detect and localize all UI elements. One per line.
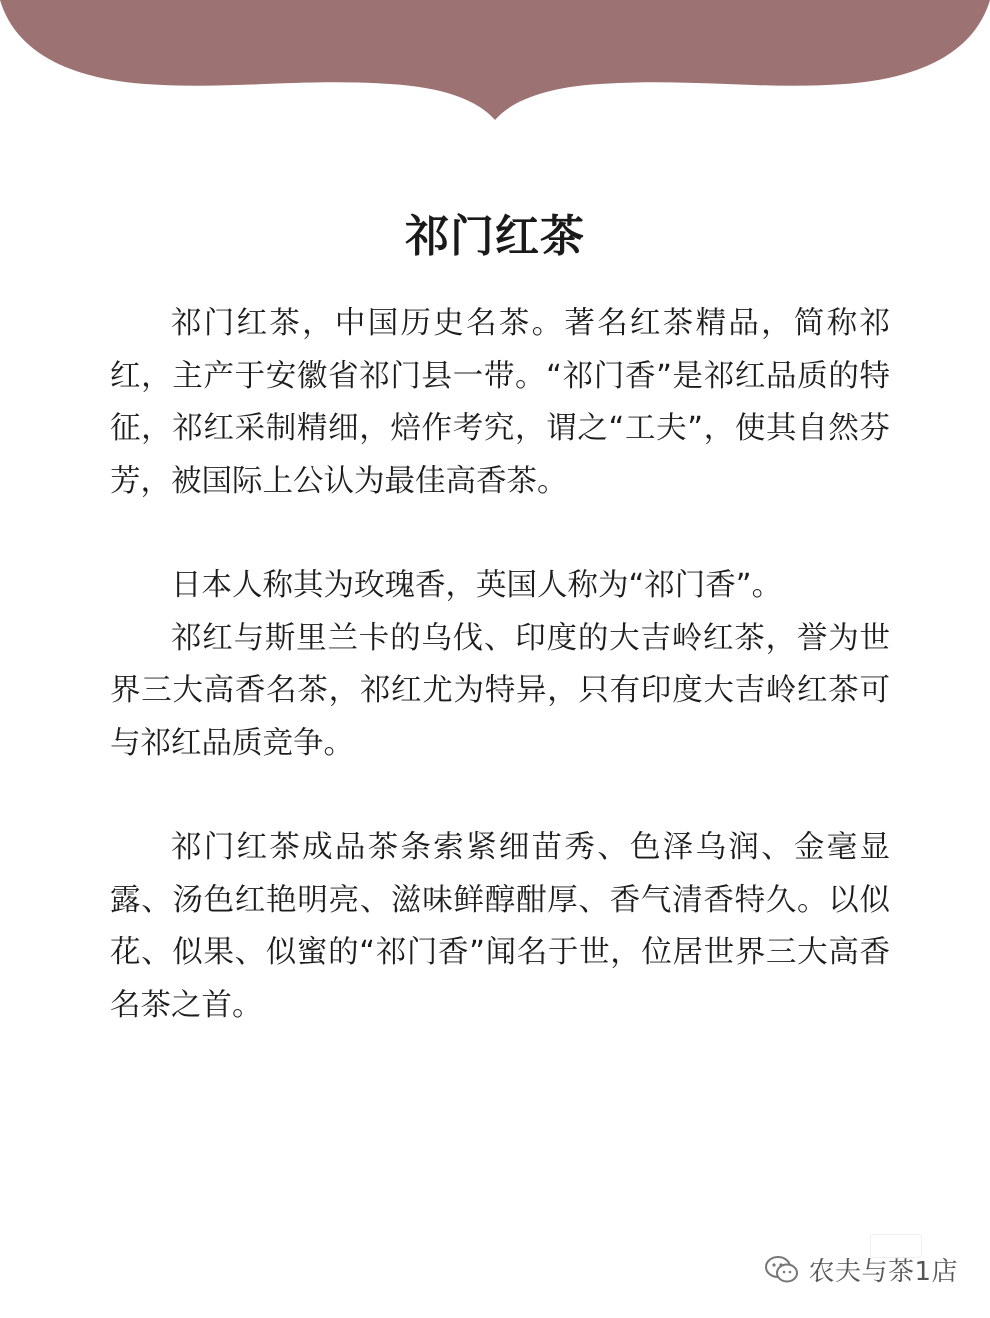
- article-title: 祁门红茶: [405, 211, 585, 263]
- paragraph-rose-fragrance: 日本人称其为玫瑰香，英国人称为“祁门香”。: [171, 568, 783, 603]
- watermark: [764, 1251, 958, 1288]
- paragraph-intro: 祁门红茶，中国历史名茶。著名红茶精品，简称祁红，主产于安徽省祁门县一带。“祁门香”是祁红品质的特征，祁红采制精细，焙作考究，谓之“工夫”，使其自然芬芳，被国际上公认为最佳高香茶。: [110, 306, 890, 499]
- wechat-icon: [764, 1255, 800, 1285]
- header-decoration: [0, 0, 990, 120]
- watermark-text: 农夫与茶1店: [808, 1257, 958, 1287]
- paragraph-world-teas: 祁红与斯里兰卡的乌伐、印度的大吉岭红茶，誉为世界三大高香名茶，祁红尤为特异，只有印度大吉岭红茶可与祁红品质竞争。: [110, 620, 890, 761]
- header-wave-shape: [0, 0, 990, 120]
- article-body: [110, 298, 890, 1032]
- paragraph-quality: 祁门红茶成品茶条索紧细苗秀、色泽乌润、金毫显露、汤色红艳明亮、滋味鲜醇酣厚、香气清香特久。以似花、似果、似蜜的“祁门香”闻名于世，位居世界三大高香名茶之首。: [110, 830, 890, 1023]
